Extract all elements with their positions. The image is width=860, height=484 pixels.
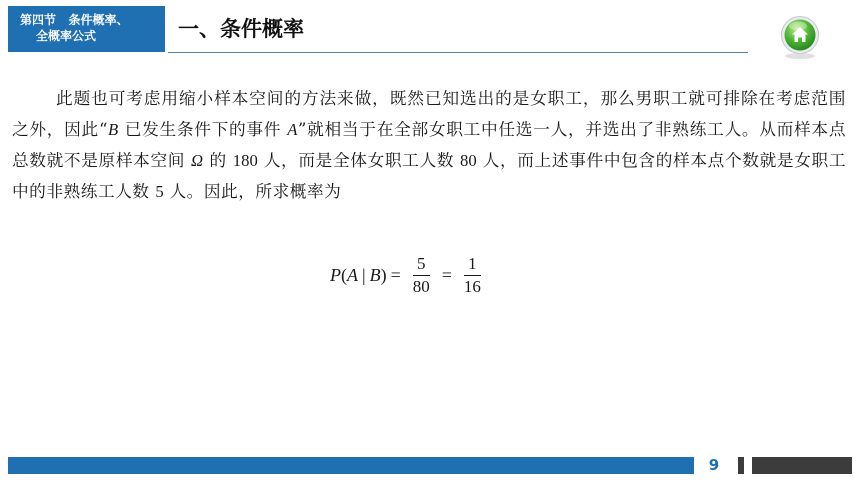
fraction-1-over-16 xyxy=(460,254,485,297)
home-icon xyxy=(777,14,823,60)
fraction-1-numerator: 5 xyxy=(413,254,430,276)
formula-event-a: A xyxy=(347,264,358,285)
explanation-paragraph xyxy=(12,83,846,207)
section-badge-line-2: 全概率公式 xyxy=(36,29,97,43)
fraction-5-over-80 xyxy=(409,254,434,297)
paragraph-text-1: 此题也可考虑用缩小样本空间的方法来做，既然已知选出的是女职工，那么男职工就可排除在考虑范围之外，因此“ xyxy=(12,88,846,139)
section-badge-line-1: 第四节 条件概率、 xyxy=(20,13,129,27)
paragraph-text-4: 的 xyxy=(203,150,233,170)
fraction-2-denominator: 16 xyxy=(463,276,481,296)
page-title: 一、条件概率 xyxy=(178,17,304,41)
female-worker-count: 80 xyxy=(460,151,477,170)
probability-formula xyxy=(330,250,489,300)
total-sample-count: 180 xyxy=(232,151,258,170)
fraction-1-denominator: 80 xyxy=(412,276,430,296)
fraction-2-numerator: 1 xyxy=(464,254,481,276)
paragraph-text-7: 人。因此，所求概率为 xyxy=(163,181,342,201)
page-number: 9 xyxy=(708,456,720,474)
paragraph-text-5: 人，而是全体女职工人数 xyxy=(257,150,461,170)
section-badge xyxy=(8,6,165,52)
formula-equals-2: = xyxy=(441,264,452,285)
paragraph-text-3: ”就相当于在全部女职工中任选一人，并选出了非熟练工人。从而样本点总数就不是原样本空间 xyxy=(12,119,847,170)
formula-function: P xyxy=(330,264,341,285)
sample-space-symbol: Ω xyxy=(191,151,204,170)
paragraph-text-6: 人，而上述事件中包含的样本点个数就是女职工中的非熟练工人数 xyxy=(12,150,847,201)
formula-equals-1: = xyxy=(390,264,401,285)
formula-close-paren: ) xyxy=(380,264,387,285)
footer-blue-bar xyxy=(8,457,694,474)
event-b-label: B xyxy=(107,120,119,139)
formula-given-bar: | xyxy=(362,264,366,285)
unskilled-female-count: 5 xyxy=(155,182,164,201)
footer-dark-tick xyxy=(738,457,744,474)
footer-dark-bar xyxy=(752,457,852,474)
formula-open-paren: ( xyxy=(341,264,347,285)
home-button[interactable] xyxy=(777,14,823,60)
paragraph-text-2: 已发生条件下的事件 xyxy=(118,119,288,139)
formula-event-b: B xyxy=(369,264,381,285)
header-divider xyxy=(168,52,748,53)
event-a-label: A xyxy=(287,120,298,139)
